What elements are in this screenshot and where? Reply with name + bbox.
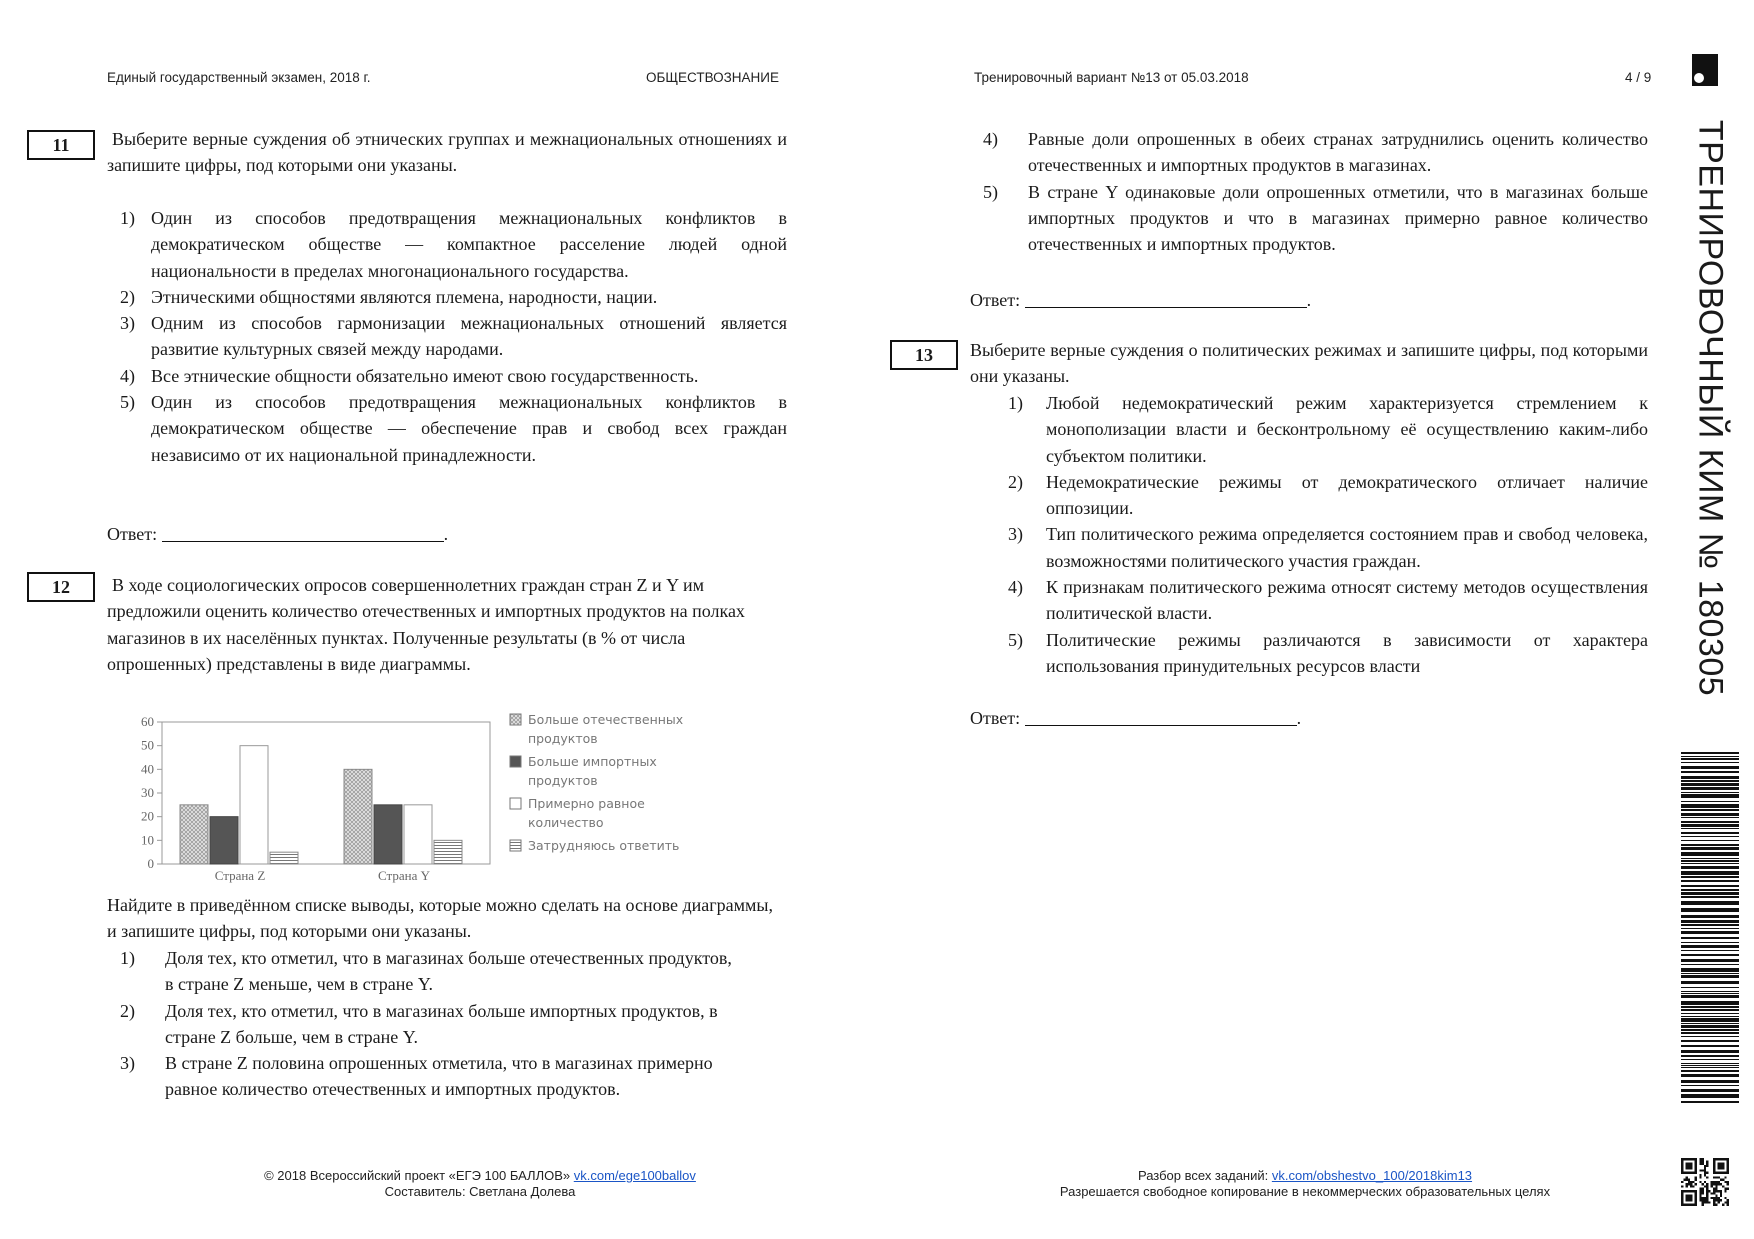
item-text: Тип политического режима определяется состоянием прав и свобод человека, возможностями политического участия граждан. [1046, 524, 1648, 571]
legend-label-line2: количество [528, 815, 604, 830]
answer-line-11[interactable] [162, 523, 444, 542]
task-11-item-4 [120, 363, 787, 389]
item-number: 1) [120, 948, 135, 968]
footer-note: Разрешается свободное копирование в некоммерческих образовательных целях [1059, 1184, 1551, 1199]
item-number: 3) [120, 1053, 135, 1074]
footer-right [1000, 1168, 1610, 1200]
footer-author: Составитель: Светлана Долева [384, 1184, 576, 1199]
item-number: 5) [1008, 629, 1023, 650]
answer-line-12[interactable] [1025, 289, 1307, 308]
item-text: Равные доли опрошенных в обеих странах затруднились оценить количество отечественных и импортных продуктов в магазинах. [1028, 129, 1648, 176]
legend-label: Больше отечественных [528, 712, 684, 727]
item-number: 1) [1008, 393, 1023, 413]
item-number: 2) [120, 286, 135, 307]
bar-z-series-4 [270, 852, 298, 864]
y-tick-label: 60 [141, 714, 154, 729]
item-text: В стране Y одинаковые доли опрошенных отметили, что в магазинах больше импортных продуктов и что в магазинах примерно равное количество отечественных и импортных продуктов. [1028, 181, 1648, 255]
legend-swatch-4 [510, 840, 521, 851]
task-13-item-3 [1008, 521, 1648, 574]
logo-icon [1690, 52, 1720, 88]
y-tick-label: 20 [141, 808, 154, 824]
footer-link-review[interactable]: vk.com/obshestvo_100/2018kim13 [1271, 1168, 1473, 1183]
item-number: 3) [1008, 524, 1023, 545]
task-11-prompt: Выберите верные суждения об этнических группах и межнациональных отношениях и запишите цифры, под которыми они указаны. [107, 129, 787, 176]
bar-y-series-4 [434, 840, 462, 864]
task-12-number: 12 [27, 572, 95, 602]
task-12-item-1 [120, 945, 740, 998]
item-number: 4) [1008, 577, 1023, 598]
item-number: 2) [1008, 471, 1023, 492]
answer-label: Ответ: [107, 524, 158, 544]
item-text: Одним из способов гармонизации межнациональных отношений является развитие культурных связей между народами. [151, 313, 787, 360]
task-12-item-4 [983, 126, 1648, 179]
item-text: В стране Z половина опрошенных отметила, что в магазинах примерно равное количество отечественных и импортных продуктов. [165, 1053, 713, 1100]
task-13-item-2 [1008, 469, 1648, 522]
answer-label: Ответ: [970, 708, 1021, 728]
item-text: Доля тех, кто отметил, что в магазинах больше импортных продуктов, в стране Z больше, чем в стране Y. [165, 1000, 718, 1047]
task-13-item-1 [1008, 390, 1648, 469]
item-number: 2) [120, 1000, 135, 1021]
item-number: 3) [120, 313, 135, 334]
footer-review-label: Разбор всех заданий: [1137, 1168, 1272, 1183]
task-13-answer: Ответ: . [970, 708, 1302, 728]
bar-y-series-1 [344, 769, 372, 864]
item-text: Один из способов предотвращения межнациональных конфликтов в демократическом обществе — компактное расселение людей одной национальности в пределах многонационального государства. [151, 208, 787, 281]
legend-label: Примерно равное [528, 796, 645, 811]
x-tick-label: Страна Y [378, 868, 430, 883]
page-number: 4 / 9 [1625, 70, 1652, 85]
task-11-answer: Ответ: . [107, 524, 449, 544]
legend-label: Больше импортных [528, 754, 657, 769]
y-tick-label: 50 [141, 737, 154, 753]
bar-y-series-3 [404, 805, 432, 864]
subject-title: ОБЩЕСТВОЗНАНИЕ [646, 70, 779, 85]
task-12-item-3 [120, 1050, 740, 1103]
task-13-prompt: Выберите верные суждения о политических режимах и запишите цифры, под которыми они указаны. [970, 340, 1648, 387]
task-13-item-5 [1008, 627, 1648, 680]
exam-title: Единый государственный экзамен, 2018 г. [107, 70, 371, 85]
bar-z-series-3 [240, 746, 268, 864]
footer-link-ege100[interactable]: vk.com/ege100ballov [573, 1168, 696, 1183]
item-number: 1) [120, 208, 135, 228]
task-12-item-5 [983, 179, 1648, 258]
qr-code-icon [1681, 1158, 1729, 1206]
task-13-items [1008, 390, 1648, 679]
x-tick-label: Страна Z [214, 868, 266, 883]
item-text: Все этнические общности обязательно имеют свою государственность. [151, 365, 699, 386]
task-11-item-1 [120, 205, 787, 284]
item-text: Недемократические режимы от демократического отличает наличие оппозиции. [1046, 471, 1648, 519]
item-number: 5) [120, 392, 135, 413]
y-tick-label: 0 [147, 856, 154, 871]
task-12-item-2 [120, 998, 740, 1051]
task-11-number: 11 [27, 130, 95, 160]
item-text: Любой недемократический режим характеризуется стремлением к монополизации власти и бесконтрольному её осуществлению каким-либо субъектом политики. [1046, 393, 1648, 466]
y-tick-label: 40 [141, 761, 154, 777]
task-13-item-4 [1008, 574, 1648, 627]
footer-left [180, 1168, 780, 1200]
bar-z-series-1 [180, 805, 208, 864]
bar-y-series-2 [374, 805, 402, 864]
legend-label-line2: продуктов [528, 773, 598, 788]
task-12-items-right [983, 126, 1648, 257]
answer-label: Ответ: [970, 290, 1021, 310]
item-number: 5) [983, 181, 998, 202]
task-11-item-2 [120, 284, 787, 310]
legend-label: Затрудняюсь ответить [528, 838, 680, 853]
task-11-items [120, 205, 787, 468]
task-12-question: Найдите в приведённом списке выводы, которые можно сделать на основе диаграммы, и запишите цифры, под которыми они указаны. [107, 895, 774, 942]
item-text: К признакам политического режима относят систему методов осуществления политической власти. [1046, 577, 1648, 624]
legend-swatch-3 [510, 798, 521, 809]
legend-swatch-2 [510, 756, 521, 767]
footer-copyright: © 2018 Всероссийский проект «ЕГЭ 100 БАЛЛОВ» [264, 1168, 574, 1183]
survey-chart [118, 700, 728, 890]
item-text: Политические режимы различаются в зависимости от характера использования принудительных ресурсов власти [1046, 629, 1648, 676]
side-title: ТРЕНИРОВОЧНЫЙ КИМ № 180305 [1691, 119, 1730, 697]
task-12-answer: Ответ: . [970, 290, 1312, 310]
y-tick-label: 10 [141, 832, 154, 848]
variant-title: Тренировочный вариант №13 от 05.03.2018 [974, 70, 1249, 85]
task-12-items-left [120, 945, 740, 1103]
task-11-item-3 [120, 310, 787, 363]
item-text: Доля тех, кто отметил, что в магазинах больше отечественных продуктов, в стране Z меньше, чем в стране Y. [165, 948, 732, 995]
task-12-prompt: В ходе социологических опросов совершеннолетних граждан стран Z и Y им предложили оценить количество отечественных и импортных продуктов на полках магазинов в их населённых пунктах. Полученные результаты (в % от числа опрошенных) представлены в виде диаграммы. [107, 575, 745, 674]
task-11-item-5 [120, 389, 787, 468]
barcode-icon [1681, 752, 1739, 1104]
task-13-number: 13 [890, 340, 958, 370]
bar-z-series-2 [210, 817, 238, 864]
y-tick-label: 30 [141, 785, 154, 800]
legend-label-line2: продуктов [528, 731, 598, 746]
answer-line-13[interactable] [1025, 707, 1297, 726]
item-number: 4) [120, 365, 135, 386]
item-number: 4) [983, 129, 998, 149]
legend-swatch-1 [510, 714, 521, 725]
item-text: Один из способов предотвращения межнациональных конфликтов в демократическом обществе — обеспечение прав и свобод всех граждан независимо от их национальной принадлежности. [151, 392, 787, 465]
item-text: Этническими общностями являются племена, народности, нации. [151, 286, 658, 307]
